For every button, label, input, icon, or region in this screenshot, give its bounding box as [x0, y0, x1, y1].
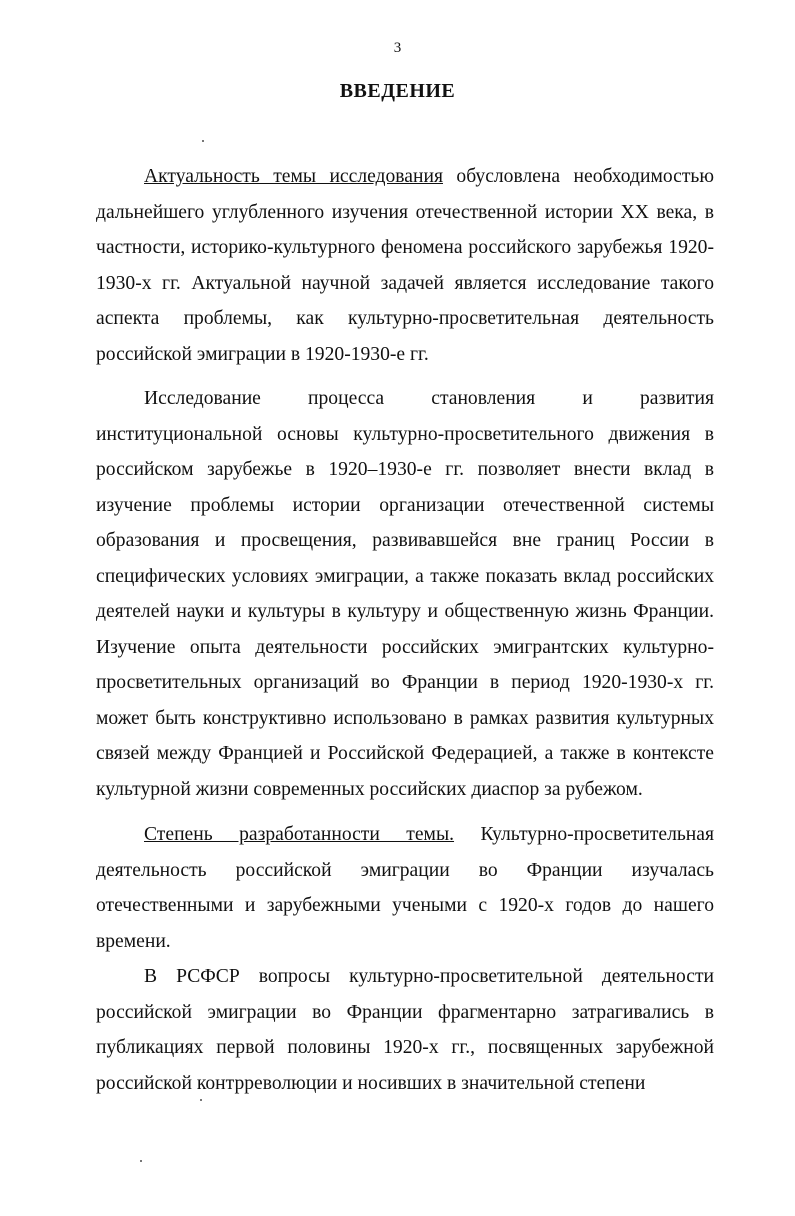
scan-speck	[140, 1160, 142, 1162]
paragraph-degree-of-study	[96, 817, 714, 959]
paragraph-lead-degree-of-study: Степень разработанности темы.	[144, 824, 455, 845]
paragraph-lead-relevance: Актуальность темы исследования	[144, 166, 443, 187]
paragraph-rsfsr	[96, 959, 714, 1101]
paragraph-text-rsfsr: В РСФСР вопросы культурно-просветительной деятельности российской эмиграции во Франции фрагментарно затрагивались в публикациях первой половины 1920-х гг., посвященных зарубежной российской контрреволюции и носивших в значительной степени	[96, 966, 714, 1094]
page-title: ВВЕДЕНИЕ	[339, 80, 456, 102]
paragraph-relevance	[96, 159, 714, 372]
page-number: 3	[393, 40, 402, 56]
body-text	[96, 159, 714, 1101]
paragraph-text-degree-of-study: Культурно-просветительная деятельность российской эмиграции во Франции изучалась отечественными и зарубежными учеными с 1920-х годов до нашего времени.	[96, 824, 714, 952]
paragraph-text-research-process: Исследование процесса становления и развития институциональной основы культурно-просветительного движения в российском зарубежье в 1920–1930-е гг. позволяет внести вклад в изучение проблемы истории организации отечественной системы образования и просвещения, развивавшейся вне границ России в специфических условиях эмиграции, а также показать вклад российских деятелей науки и культуры в культуру и общественную жизнь Франции. Изучение опыта деятельности российских эмигрантских культурно-просветительных организаций во Франции в период 1920-1930-х гг. может быть конструктивно использовано в рамках развития культурных связей между Францией и Российской Федерацией, а также в контексте культурной жизни современных российских диаспор за рубежом.	[96, 388, 714, 800]
scan-speck	[200, 1099, 202, 1101]
paragraph-research-process	[96, 381, 714, 807]
scan-speck	[202, 140, 204, 142]
paragraph-text-relevance: обусловлена необходимостью дальнейшего углубленного изучения отечественной истории XX века, в частности, историко-культурного феномена российского зарубежья 1920-1930-х гг. Актуальной научной задачей является исследование такого аспекта проблемы, как культурно-просветительная деятельность российской эмиграции в 1920-1930-е гг.	[96, 166, 714, 365]
